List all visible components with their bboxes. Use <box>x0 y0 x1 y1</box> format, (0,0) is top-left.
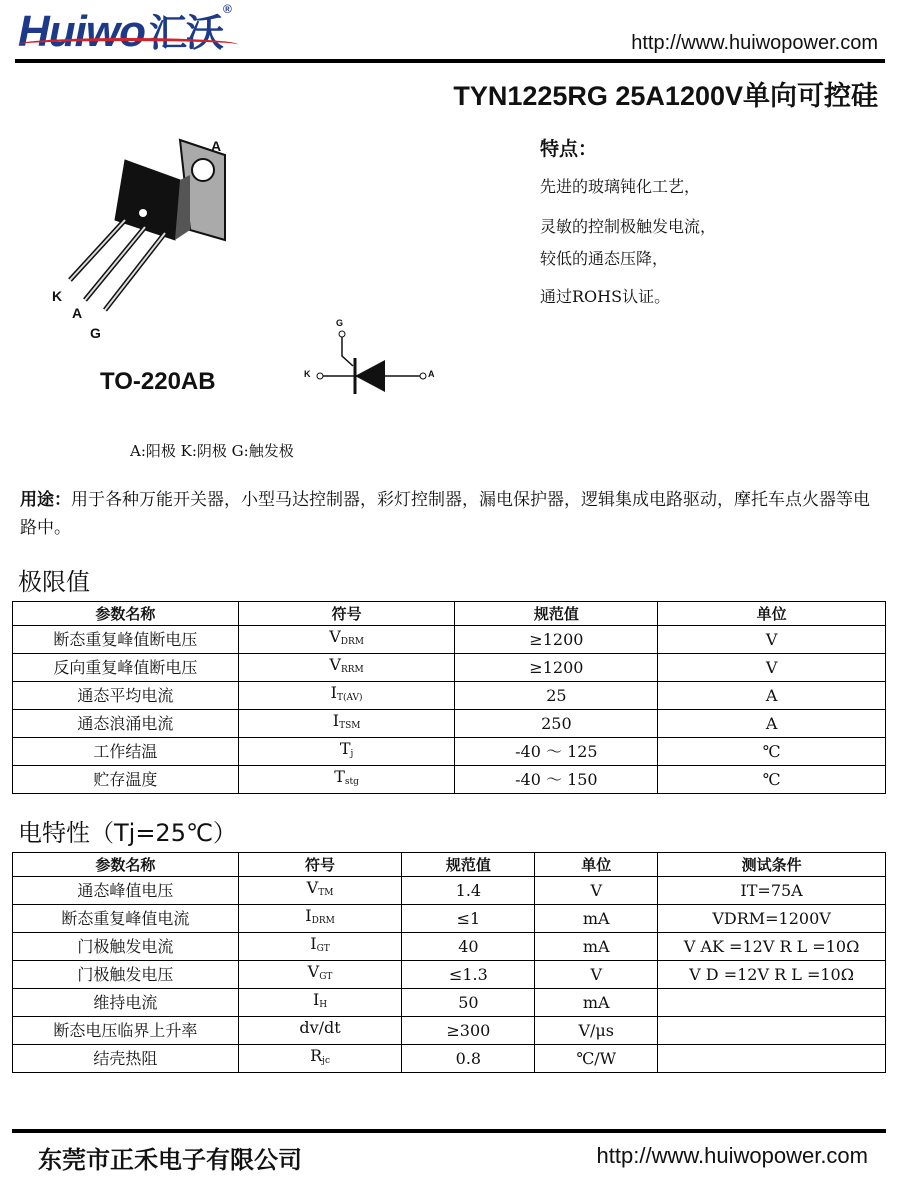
symbol-main: V <box>329 655 341 674</box>
scr-symbol <box>300 318 445 398</box>
symbol-subscript: GT <box>316 944 330 954</box>
cell-sym <box>238 989 402 1017</box>
symbol-main: T <box>334 767 345 786</box>
symbol-subscript: jc <box>322 1056 330 1066</box>
cell-unit: mA <box>535 905 658 933</box>
symbol-subscript: DRM <box>340 637 364 647</box>
cell-unit: ℃ <box>658 738 886 766</box>
column-header: 规范值 <box>455 602 658 626</box>
cell-sym <box>238 961 402 989</box>
page-title: TYN1225RG 25A1200V单向可控硅 <box>453 81 878 111</box>
usage-label: 用途： <box>20 490 71 510</box>
footer-divider <box>12 1129 886 1133</box>
symbol-subscript: TM <box>318 888 334 898</box>
limits-heading: 极限值 <box>18 568 90 596</box>
cell-name: 门极触发电流 <box>13 933 239 961</box>
feature-item: 较低的通态压降， <box>540 249 669 268</box>
table-row <box>13 989 886 1017</box>
feature-item: 先进的玻璃钝化工艺， <box>540 177 701 196</box>
table-row <box>13 626 886 654</box>
cell-name: 通态浪涌电流 <box>13 710 239 738</box>
table-row <box>13 682 886 710</box>
symbol-subscript: stg <box>344 777 359 787</box>
symbol-main: dv/dt <box>299 1018 341 1037</box>
pin-label-a: A <box>72 305 83 321</box>
symbol-anode-label: A <box>428 369 435 379</box>
features-heading: 特点： <box>540 138 598 160</box>
cell-sym <box>238 1045 402 1073</box>
cell-unit: V/μs <box>535 1017 658 1045</box>
electrical-table <box>12 852 886 1073</box>
cell-name: 工作结温 <box>13 738 239 766</box>
usage-paragraph <box>20 486 880 542</box>
footer-url[interactable]: http://www.huiwopower.com <box>596 1143 868 1168</box>
symbol-main: I <box>310 934 317 953</box>
symbol-subscript: j <box>350 749 354 759</box>
symbol-subscript: H <box>319 1000 328 1010</box>
column-header: 参数名称 <box>13 602 239 626</box>
cell-value: 1.4 <box>402 877 535 905</box>
cell-name: 断态重复峰值电流 <box>13 905 239 933</box>
package-name: TO-220AB <box>100 368 216 395</box>
cell-name: 通态峰值电压 <box>13 877 239 905</box>
cell-cond: VDRM=1200V <box>658 905 886 933</box>
logo-swoosh <box>18 38 238 51</box>
cell-unit: V <box>658 654 886 682</box>
cell-value: -40 ～ 125 <box>455 738 658 766</box>
cell-cond: IT=75A <box>658 877 886 905</box>
cell-cond <box>658 1045 886 1073</box>
cell-value: 50 <box>402 989 535 1017</box>
header-divider <box>15 59 885 63</box>
table-header-row <box>13 853 886 877</box>
symbol-main: T <box>339 739 351 758</box>
cell-value: ≥1200 <box>455 654 658 682</box>
symbol-main: V <box>307 962 320 981</box>
footer-company: 东莞市正禾电子有限公司 <box>38 1146 302 1174</box>
symbol-cathode-label: K <box>304 369 311 379</box>
registered-mark: ® <box>223 2 231 16</box>
symbol-main: I <box>332 711 340 730</box>
cell-value: -40 ～ 150 <box>455 766 658 794</box>
cell-unit: ℃/W <box>535 1045 658 1073</box>
cell-unit: ℃ <box>658 766 886 794</box>
cell-name: 结壳热阻 <box>13 1045 239 1073</box>
cell-name: 门极触发电压 <box>13 961 239 989</box>
logo-text: Huiwo <box>18 7 145 56</box>
cell-value: 40 <box>402 933 535 961</box>
table-row <box>13 961 886 989</box>
symbol-main: I <box>330 683 337 702</box>
symbol-main: R <box>310 1046 323 1065</box>
usage-text: 用于各种万能开关器，小型马达控制器，彩灯控制器，漏电保护器，逻辑集成电路驱动，摩托车点火器等电路中。 <box>20 490 870 538</box>
cell-unit: mA <box>535 933 658 961</box>
column-header: 符号 <box>238 853 402 877</box>
cell-value: 0.8 <box>402 1045 535 1073</box>
cell-unit: A <box>658 682 886 710</box>
header-url[interactable]: http://www.huiwopower.com <box>631 32 878 54</box>
symbol-subscript: DRM <box>311 916 335 926</box>
cell-name: 贮存温度 <box>13 766 239 794</box>
table-row <box>13 766 886 794</box>
cell-value: ≥300 <box>402 1017 535 1045</box>
cell-sym <box>238 654 455 682</box>
table-header-row <box>13 602 886 626</box>
cell-value: ≤1.3 <box>402 961 535 989</box>
symbol-subscript: GT <box>319 972 333 982</box>
cell-value: ≤1 <box>402 905 535 933</box>
cell-name: 维持电流 <box>13 989 239 1017</box>
symbol-main: I <box>312 990 320 1009</box>
cell-name: 断态重复峰值断电压 <box>13 626 239 654</box>
symbol-gate-label: G <box>336 318 344 328</box>
pin-label-g: G <box>90 325 101 341</box>
cell-unit: V <box>535 961 658 989</box>
cell-cond: V AK =12V R L =10Ω <box>658 933 886 961</box>
cell-sym <box>238 766 455 794</box>
cell-cond <box>658 1017 886 1045</box>
table-row <box>13 710 886 738</box>
feature-item: 灵敏的控制极触发电流， <box>540 217 717 236</box>
table-row <box>13 1017 886 1045</box>
table-row <box>13 905 886 933</box>
symbol-subscript: RRM <box>340 665 364 675</box>
cell-sym <box>238 710 455 738</box>
table-row <box>13 877 886 905</box>
cell-sym <box>238 1017 402 1045</box>
cell-unit: V <box>658 626 886 654</box>
cell-sym <box>238 905 402 933</box>
table-row <box>13 933 886 961</box>
cell-name: 通态平均电流 <box>13 682 239 710</box>
cell-value: ≥1200 <box>455 626 658 654</box>
symbol-main: V <box>306 878 319 897</box>
cell-cond <box>658 989 886 1017</box>
table-row <box>13 1045 886 1073</box>
cell-sym <box>238 877 402 905</box>
column-header: 测试条件 <box>658 853 886 877</box>
pin-label-top: A <box>211 138 222 154</box>
column-header: 规范值 <box>402 853 535 877</box>
symbol-subscript: T(AV) <box>336 693 363 703</box>
table-row <box>13 738 886 766</box>
table-row <box>13 654 886 682</box>
electrical-heading: 电特性（Tj=25℃） <box>18 819 237 847</box>
cell-unit: mA <box>535 989 658 1017</box>
column-header: 单位 <box>535 853 658 877</box>
symbol-main: V <box>329 627 341 646</box>
cell-value: 25 <box>455 682 658 710</box>
cell-sym <box>238 933 402 961</box>
logo-cn: 汇沃 <box>148 13 223 55</box>
cell-cond: V D =12V R L =10Ω <box>658 961 886 989</box>
cell-sym <box>238 626 455 654</box>
pin-label-k: K <box>52 288 63 304</box>
symbol-main: I <box>305 906 312 925</box>
cell-unit: V <box>535 877 658 905</box>
cell-name: 断态电压临界上升率 <box>13 1017 239 1045</box>
cell-unit: A <box>658 710 886 738</box>
symbol-subscript: TSM <box>339 721 361 731</box>
column-header: 符号 <box>238 602 455 626</box>
column-header: 单位 <box>658 602 886 626</box>
cell-name: 反向重复峰值断电压 <box>13 654 239 682</box>
pin-legend: A:阳极 K:阴极 G:触发极 <box>130 442 294 460</box>
cell-sym <box>238 682 455 710</box>
cell-sym <box>238 738 455 766</box>
limits-table <box>12 601 886 794</box>
cell-value: 250 <box>455 710 658 738</box>
feature-item: 通过ROHS认证。 <box>540 287 671 306</box>
column-header: 参数名称 <box>13 853 239 877</box>
